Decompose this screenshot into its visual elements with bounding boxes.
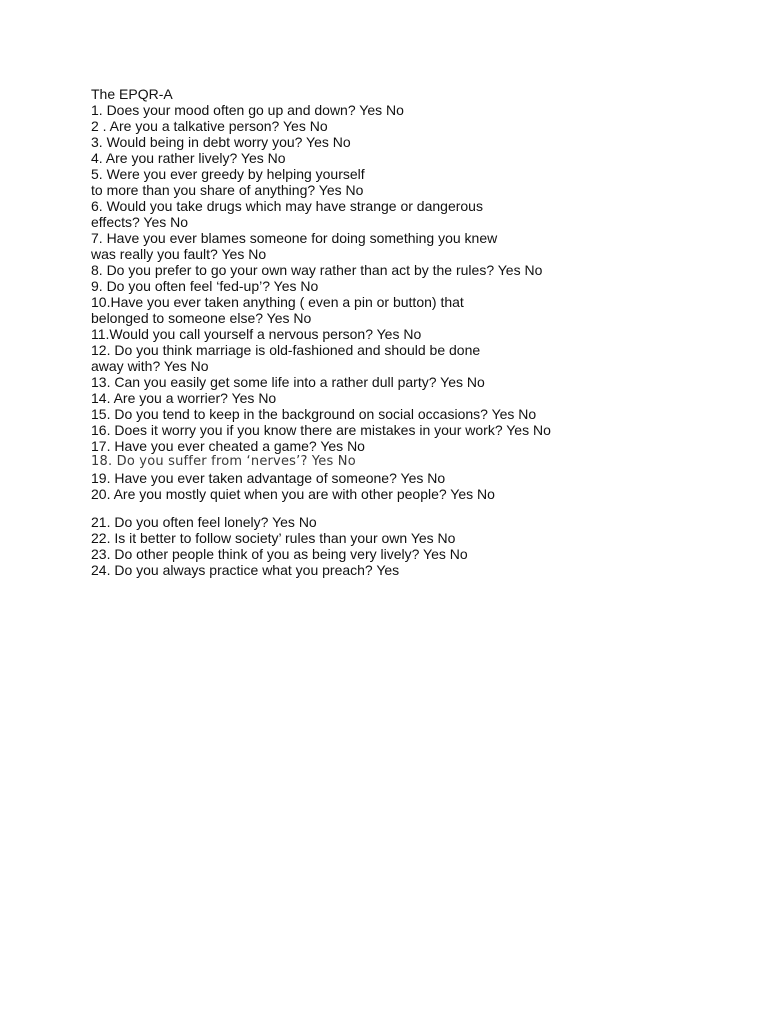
question-line: 18. Do you suffer from ‘nerves’? Yes No — [91, 454, 356, 469]
question-line: 17. Have you ever cheated a game? Yes No — [91, 438, 365, 454]
question-line: away with? Yes No — [91, 358, 209, 374]
question-line: to more than you share of anything? Yes No — [91, 182, 364, 198]
question-line: 6. Would you take drugs which may have strange or dangerous — [91, 198, 483, 214]
question-line: 3. Would being in debt worry you? Yes No — [91, 134, 351, 150]
question-line: 4. Are you rather lively? Yes No — [91, 150, 286, 166]
question-line: 23. Do other people think of you as being very lively? Yes No — [91, 546, 468, 562]
question-line: 15. Do you tend to keep in the background on social occasions? Yes No — [91, 406, 537, 422]
question-line: 7. Have you ever blames someone for doing something you knew — [91, 230, 498, 246]
document-title: The EPQR-A — [91, 86, 173, 102]
question-line: 8. Do you prefer to go your own way rather than act by the rules? Yes No — [91, 262, 543, 278]
paragraph-gap — [91, 502, 711, 514]
question-line: 20. Are you mostly quiet when you are with other people? Yes No — [91, 486, 495, 502]
question-line: 16. Does it worry you if you know there are mistakes in your work? Yes No — [91, 422, 551, 438]
question-line: 5. Were you ever greedy by helping yourself — [91, 166, 365, 182]
question-line: 12. Do you think marriage is old-fashioned and should be done — [91, 342, 481, 358]
question-line: 1. Does your mood often go up and down? Yes No — [91, 102, 404, 118]
question-line: 21. Do you often feel lonely? Yes No — [91, 514, 317, 530]
question-line: was really you fault? Yes No — [91, 246, 267, 262]
question-line: 2 . Are you a talkative person? Yes No — [91, 118, 328, 134]
question-line: 11.Would you call yourself a nervous person? Yes No — [91, 326, 422, 342]
question-line: belonged to someone else? Yes No — [91, 310, 312, 326]
question-line: 13. Can you easily get some life into a rather dull party? Yes No — [91, 374, 485, 390]
question-line: 14. Are you a worrier? Yes No — [91, 390, 277, 406]
question-line: effects? Yes No — [91, 214, 189, 230]
question-line: 24. Do you always practice what you preach? Yes — [91, 562, 400, 578]
question-line: 9. Do you often feel ‘fed-up’? Yes No — [91, 278, 319, 294]
question-line: 22. Is it better to follow society’ rules than your own Yes No — [91, 530, 456, 546]
question-line: 10.Have you ever taken anything ( even a pin or button) that — [91, 294, 464, 310]
question-line: 19. Have you ever taken advantage of someone? Yes No — [91, 470, 446, 486]
questionnaire-text — [91, 86, 711, 578]
